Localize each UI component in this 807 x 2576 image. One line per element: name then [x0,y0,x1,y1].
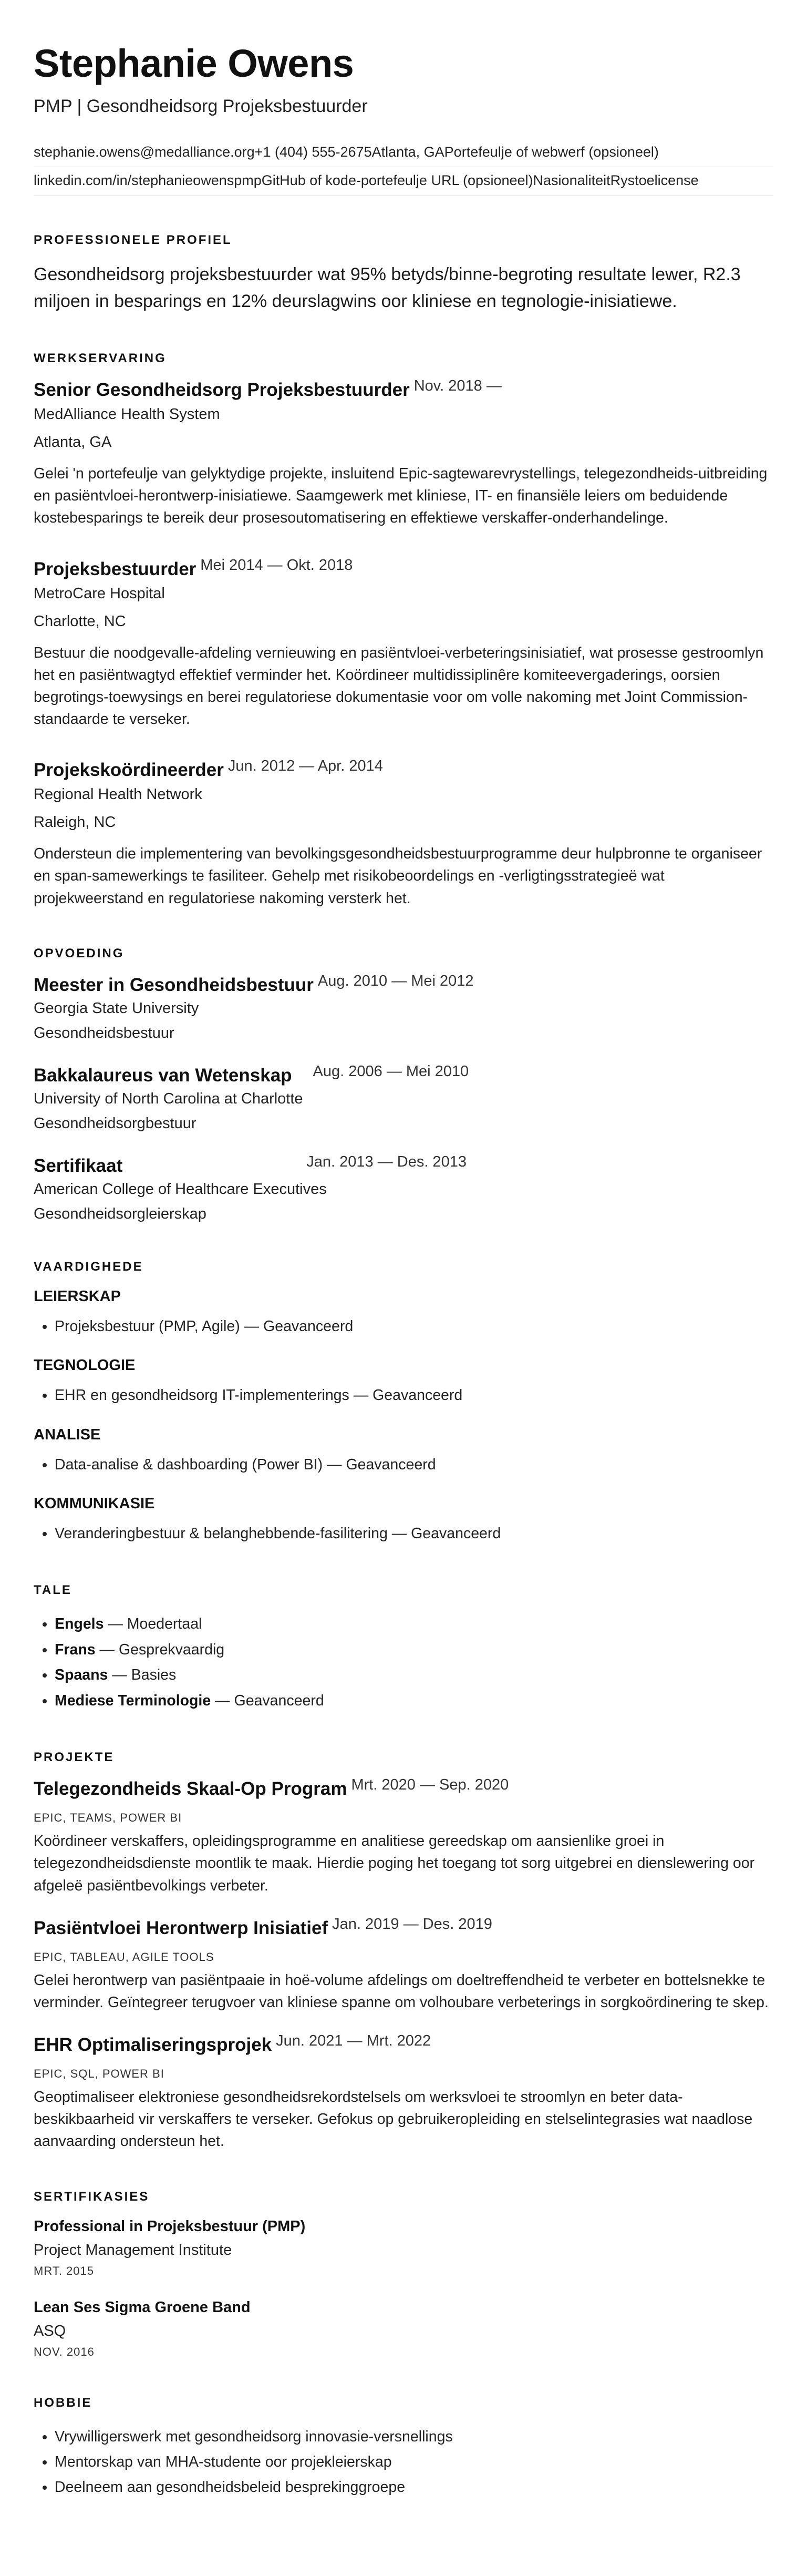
job-title: Senior Gesondheidsorg Projeksbestuurder [34,380,410,401]
skill-category: ANALISE [34,1426,101,1443]
project-dates: Mrt. 2020 — Sep. 2020 [351,1776,509,1794]
skill-category: KOMMUNIKASIE [34,1495,155,1512]
candidate-tagline: PMP | Gesondheidsorg Projeksbestuurder [34,96,368,117]
job-location: Raleigh, NC [34,814,116,831]
section-title-experience: WERKSERVARING [34,351,167,366]
field-of-study: Gesondheidsbestuur [34,1024,174,1041]
skills-list [34,1288,773,1547]
skill-category: TEGNOLOGIE [34,1357,136,1374]
skill-item: • Projeksbestuur (PMP, Agile) — Geavanceerd [55,1314,773,1339]
project-description: Gelei herontwerp van pasiëntpaaie in hoë-volume afdelings om doeltreffendheid te verbeter en bottelsnekke te verminder. Geïntegreer terugvoer van kliniese spanne om volhoubare verbeterings in sorgkoördinering te skep. [34,1971,769,2011]
contact-row-secondary [34,167,773,196]
language-item [55,1688,773,1713]
language-level: — Gesprekvaardig [95,1641,225,1658]
job-title: Projekskoördineerder [34,760,224,781]
degree-title: Sertifikaat [34,1155,123,1176]
email-link[interactable]: stephanie.owens@medalliance.org [34,144,255,160]
profile-summary: Gesondheidsorg projeksbestuurder wat 95% betyds/binne-begroting resultate lewer, R2.3 miljoen in besparings en 12% deurslagwins oor kliniese en tegnologie-inisiatiewe. [34,264,741,311]
certification-issuer: Project Management Institute [34,2241,232,2258]
job-location: Charlotte, NC [34,612,126,630]
language-name: Spaans [55,1667,108,1684]
language-level: — Basies [108,1667,177,1684]
job-dates: Mei 2014 — Okt. 2018 [200,556,353,574]
language-item [55,1662,773,1688]
section-title-languages: TALE [34,1583,72,1598]
project-entry [34,2032,773,2153]
project-title: Pasiëntvloei Herontwerp Inisiatief [34,1917,328,1938]
section-title-projects: PROJEKTE [34,1750,115,1765]
project-title: Telegezondheids Skaal-Op Program [34,1778,347,1800]
certification-issuer: ASQ [34,2322,66,2339]
languages-list [34,1611,773,1713]
experience-entry [34,377,773,529]
project-tags: EPIC, TEAMS, POWER BI [34,1811,182,1825]
job-title: Projeksbestuurder [34,558,196,579]
language-item [55,1611,773,1637]
employer-name: Regional Health Network [34,786,202,803]
section-title-skills: VAARDIGHEDE [34,1259,143,1274]
location-text: Atlanta, GA [371,144,444,160]
education-dates: Aug. 2010 — Mei 2012 [317,972,474,989]
section-title-profile: PROFESSIONELE PROFIEL [34,233,232,248]
field-of-study: Gesondheidsorgleierskap [34,1205,206,1222]
school-name: Georgia State University [34,999,199,1017]
project-entry [34,1778,773,1897]
job-dates: Nov. 2018 — [413,377,502,395]
education-entry [34,1062,773,1132]
hobbies-list [34,2424,773,2500]
hobby-item: • Mentorskap van MHA-studente oor projekleierskap [55,2449,773,2475]
language-level: — Geavanceerd [211,1692,324,1709]
certification-date: MRT. 2015 [34,2264,94,2277]
project-dates: Jan. 2019 — Des. 2019 [332,1915,492,1933]
language-name: Engels [55,1616,104,1633]
language-name: Mediese Terminologie [55,1692,211,1709]
employer-name: MetroCare Hospital [34,585,165,602]
school-name: University of North Carolina at Charlotte [34,1090,303,1107]
education-entry [34,972,773,1042]
contact-row-primary [34,135,773,167]
job-description: Bestuur die noodgevalle-afdeling vernieuwing en pasiëntvloei-verbeteringsinisiatief, wat prosesse gestroomlyn het en pasiëntwagtyd effektief verminder het. Koördineer multidissiplinêre komiteevergaderings, oorsien begrotings-toewysings en berei regulatoriese dokumentasie voor om volle nakoming met Joint Commission-standaarde te verseker. [34,644,764,728]
school-name: American College of Healthcare Executives [34,1180,327,1198]
section-title-hobbies: HOBBIE [34,2395,92,2410]
project-tags: EPIC, SQL, POWER BI [34,2067,164,2081]
language-level: — Moedertaal [104,1616,202,1633]
experience-entry [34,556,773,731]
project-entry [34,1915,773,2013]
education-entry [34,1153,773,1223]
certification-date: NOV. 2016 [34,2345,95,2358]
project-title: EHR Optimaliseringsprojek [34,2035,272,2056]
degree-title: Meester in Gesondheidsbestuur [34,974,314,995]
degree-title: Bakkalaureus van Wetenskap [34,1065,292,1086]
hobby-item: • Deelneem aan gesondheidsbeleid besprekinggroepe [55,2475,773,2500]
project-description: Geoptimaliseer elektroniese gesondheidsrekordstelsels om werksvloei te stroomlyn en beter data-beskikbaarheid vir verskaffers te verseker. Gefokus op gebruikeropleiding en stelselintegrasies wat naadlose aanvaarding ondersteun het. [34,2089,753,2150]
drivers-license-text: Rystoelicense [610,172,699,189]
job-description: Gelei 'n portefeulje van gelyktydige projekte, insluitend Epic-sagtewarevrystellings, telegezondheids-uitbreiding en pasiëntvloei-herontwerp-inisiatiewe. Saamgewerk met kliniese, IT- en finansiële leiers om beduidende kostebesparings te bereik deur prosesoutomatisering en effektiewe verskaffer-onderhandelinge. [34,465,768,527]
linkedin-link[interactable]: linkedin.com/in/stephanieowenspmp [34,172,262,189]
project-dates: Jun. 2021 — Mrt. 2022 [276,2032,431,2050]
section-title-certifications: SERTIFIKASIES [34,2189,150,2204]
language-name: Frans [55,1641,96,1658]
job-dates: Jun. 2012 — Apr. 2014 [227,758,383,775]
portfolio-link[interactable]: Portefeulje of webwerf (opsioneel) [444,144,659,160]
job-location: Atlanta, GA [34,434,112,451]
skill-item: • Veranderingbestuur & belanghebbende-fasilitering — Geavanceerd [55,1521,773,1546]
certification-name: Lean Ses Sigma Groene Band [34,2298,251,2316]
education-dates: Aug. 2006 — Mei 2010 [313,1062,469,1080]
language-item [55,1637,773,1662]
phone-text: +1 (404) 555-2675 [254,144,372,160]
project-description: Koördineer verskaffers, opleidingsprogramme en analitiese gereedskap om aansienlike groei in telegezondheidsdienste moontlik te maak. Hierdie poging het toegang tot sorg uitgebrei en dienslewering oor afgeleë pasiëntbevolkings verbeter. [34,1833,755,1894]
candidate-name: Stephanie Owens [34,42,354,85]
section-title-education: OPVOEDING [34,946,125,960]
skill-item: • EHR en gesondheidsorg IT-implementerings — Geavanceerd [55,1383,773,1408]
skill-category: LEIERSKAP [34,1287,121,1305]
job-description: Ondersteun die implementering van bevolkingsgesondheidsbestuurprogramme deur hulpbronne te organiseer en span-samewerkings te fasiliteer. Gehelp met risikobeoordelings en -verligtingsstrategieë wat projekweerstand en regulatoriese nakoming versterk het. [34,845,762,907]
project-tags: EPIC, TABLEAU, AGILE TOOLS [34,1950,214,1964]
nationality-text: Nasionaliteit [533,172,611,189]
skill-item: • Data-analise & dashboarding (Power BI) — Geavanceerd [55,1452,773,1477]
hobby-item: • Vrywilligerswerk met gesondheidsorg innovasie-versnellings [55,2424,773,2449]
employer-name: MedAlliance Health System [34,406,220,423]
education-dates: Jan. 2013 — Des. 2013 [306,1153,467,1170]
certification-name: Professional in Projeksbestuur (PMP) [34,2217,306,2235]
certification-entry [34,2218,773,2278]
certification-entry [34,2299,773,2359]
github-link[interactable]: GitHub of kode-portefeulje URL (opsioneel) [261,172,533,189]
field-of-study: Gesondheidsorgbestuur [34,1115,196,1132]
experience-entry [34,760,773,909]
